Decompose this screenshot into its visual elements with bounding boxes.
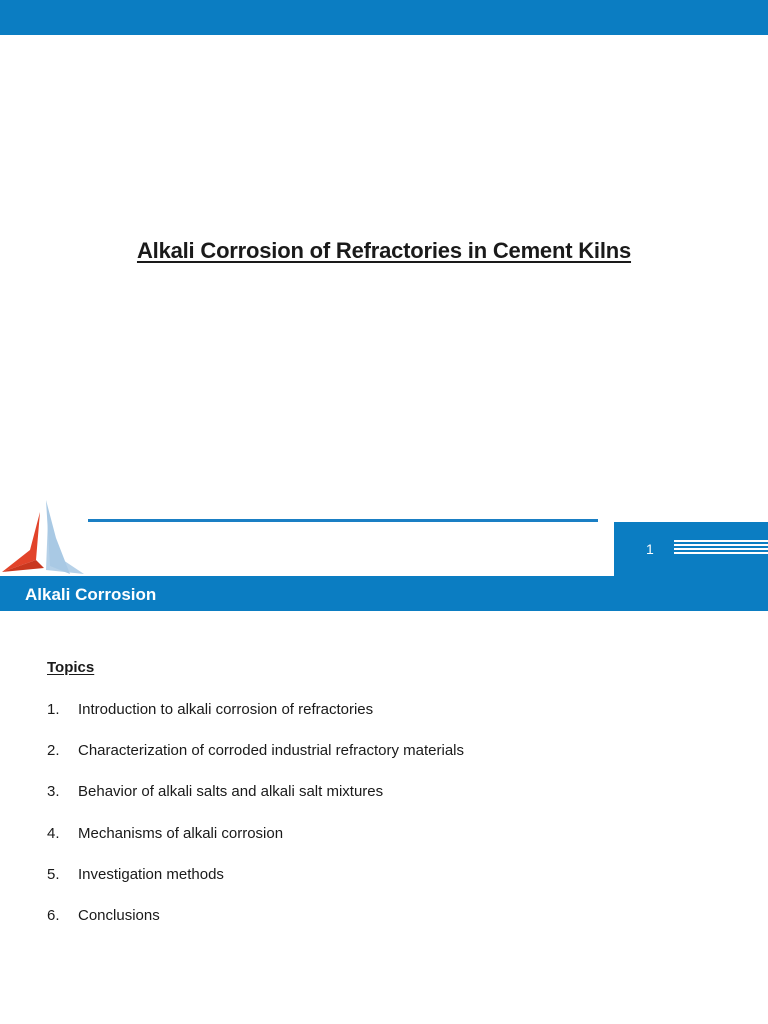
- topic-text: Conclusions: [78, 907, 160, 924]
- page-number-box: [614, 522, 768, 576]
- topic-text: Investigation methods: [78, 866, 224, 883]
- topic-item: [47, 866, 224, 883]
- topic-number: 6.: [47, 907, 60, 924]
- topic-number: 1.: [47, 701, 60, 718]
- topic-number: 3.: [47, 783, 60, 800]
- topic-text: Introduction to alkali corrosion of refractories: [78, 701, 374, 718]
- top-banner: [0, 0, 768, 35]
- page-number: 1: [646, 541, 654, 557]
- slide-title: Alkali Corrosion of Refractories in Cement Kilns: [136, 238, 632, 263]
- topic-item: [47, 701, 373, 718]
- topic-text: Mechanisms of alkali corrosion: [78, 825, 284, 842]
- topics-heading: Topics: [47, 659, 95, 676]
- topic-text: Behavior of alkali salts and alkali salt mixtures: [78, 783, 384, 800]
- topic-item: [47, 742, 464, 759]
- topic-text: Characterization of corroded industrial refractory materials: [78, 742, 464, 759]
- decorative-stripes: [674, 540, 768, 558]
- company-logo-icon: [0, 498, 86, 576]
- slide-header: [0, 576, 768, 611]
- topic-number: 4.: [47, 825, 60, 842]
- topic-number: 2.: [47, 742, 60, 759]
- slide-header-title: Alkali Corrosion: [25, 585, 157, 604]
- topics-slide: [0, 576, 768, 1024]
- topic-item: [47, 907, 160, 924]
- topic-item: [47, 825, 283, 842]
- footer-divider: [88, 519, 598, 522]
- topic-number: 5.: [47, 866, 60, 883]
- topic-item: [47, 783, 383, 800]
